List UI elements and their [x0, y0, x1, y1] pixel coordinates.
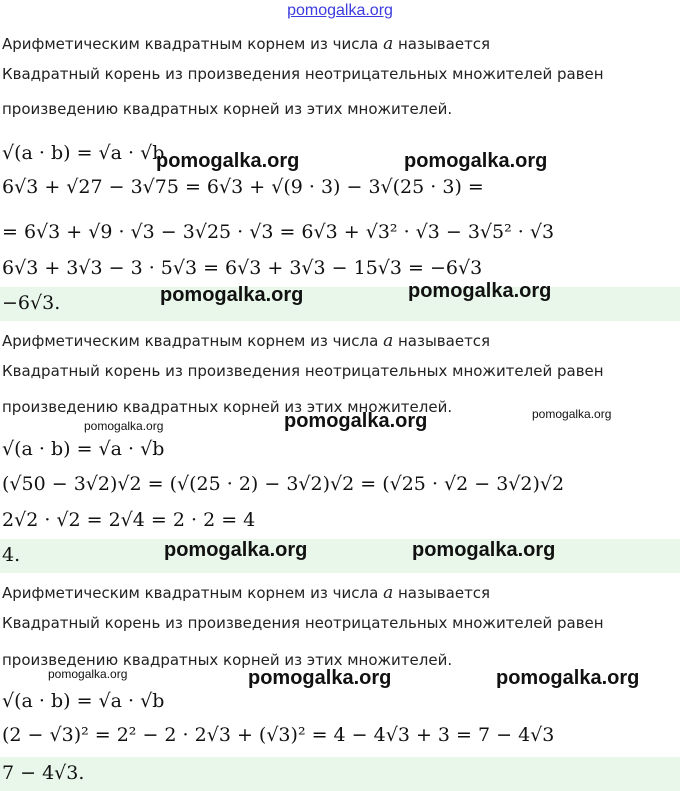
answer: 4. [2, 544, 21, 566]
solution-step: (2 − √3)² = 2² − 2 · 2√3 + (√3)² = 4 − 4√3 + 3 = 7 − 4√3 [2, 724, 555, 746]
definition-tail: называется [397, 35, 491, 53]
watermark: pomogalka.org [160, 284, 304, 306]
watermark: pomogalka.org [404, 150, 548, 172]
watermark: pomogalka.org [412, 539, 556, 561]
formula: √(a · b) = √a · √b [2, 142, 165, 164]
rule-line-2: произведению квадратных корней из этих множителей. [2, 100, 453, 118]
answer-bar [0, 757, 680, 791]
rule-line-1: Квадратный корень из произведения неотрицательных множителей равен [2, 614, 604, 632]
definition-line [2, 331, 490, 351]
definition-line [2, 34, 490, 54]
definition-tail: называется [397, 584, 491, 602]
definition-text: Арифметическим квадратным корнем из числа [2, 332, 379, 350]
definition-line [2, 583, 490, 603]
definition-text: Арифметическим квадратным корнем из числа [2, 35, 379, 53]
site-link[interactable]: pomogalka.org [287, 2, 393, 19]
definition-text: Арифметическим квадратным корнем из числа [2, 584, 379, 602]
watermark: pomogalka.org [248, 667, 392, 689]
definition-tail: называется [397, 332, 491, 350]
formula: √(a · b) = √a · √b [2, 690, 165, 712]
answer-bar [0, 287, 680, 321]
watermark-small: pomogalka.org [532, 407, 612, 421]
watermark-small: pomogalka.org [84, 419, 164, 433]
watermark: pomogalka.org [496, 667, 640, 689]
formula: √(a · b) = √a · √b [2, 438, 165, 460]
solution-step: = 6√3 + √9 · √3 − 3√25 · √3 = 6√3 + √3² · √3 − 3√5² · √3 [2, 221, 555, 243]
rule-line-2: произведению квадратных корней из этих множителей. [2, 651, 453, 669]
watermark: pomogalka.org [408, 280, 552, 302]
watermark: pomogalka.org [156, 150, 300, 172]
rule-line-1: Квадратный корень из произведения неотрицательных множителей равен [2, 65, 604, 83]
variable-a: a [383, 34, 394, 54]
variable-a: a [383, 331, 394, 351]
solution-step: 6√3 + √27 − 3√75 = 6√3 + √(9 · 3) − 3√(25 · 3) = [2, 176, 484, 198]
answer: −6√3. [2, 292, 61, 314]
variable-a: a [383, 583, 394, 603]
answer-bar [0, 539, 680, 573]
solution-step: 6√3 + 3√3 − 3 · 5√3 = 6√3 + 3√3 − 15√3 = −6√3 [2, 257, 483, 279]
solution-step: (√50 − 3√2)√2 = (√(25 · 2) − 3√2)√2 = (√25 · √2 − 3√2)√2 [2, 473, 565, 495]
watermark-small: pomogalka.org [48, 667, 128, 681]
rule-line-1: Квадратный корень из произведения неотрицательных множителей равен [2, 362, 604, 380]
solution-step: 2√2 · √2 = 2√4 = 2 · 2 = 4 [2, 509, 256, 531]
watermark: pomogalka.org [164, 539, 308, 561]
watermark: pomogalka.org [284, 410, 428, 432]
rule-line-2: произведению квадратных корней из этих множителей. [2, 398, 453, 416]
answer: 7 − 4√3. [2, 762, 85, 784]
